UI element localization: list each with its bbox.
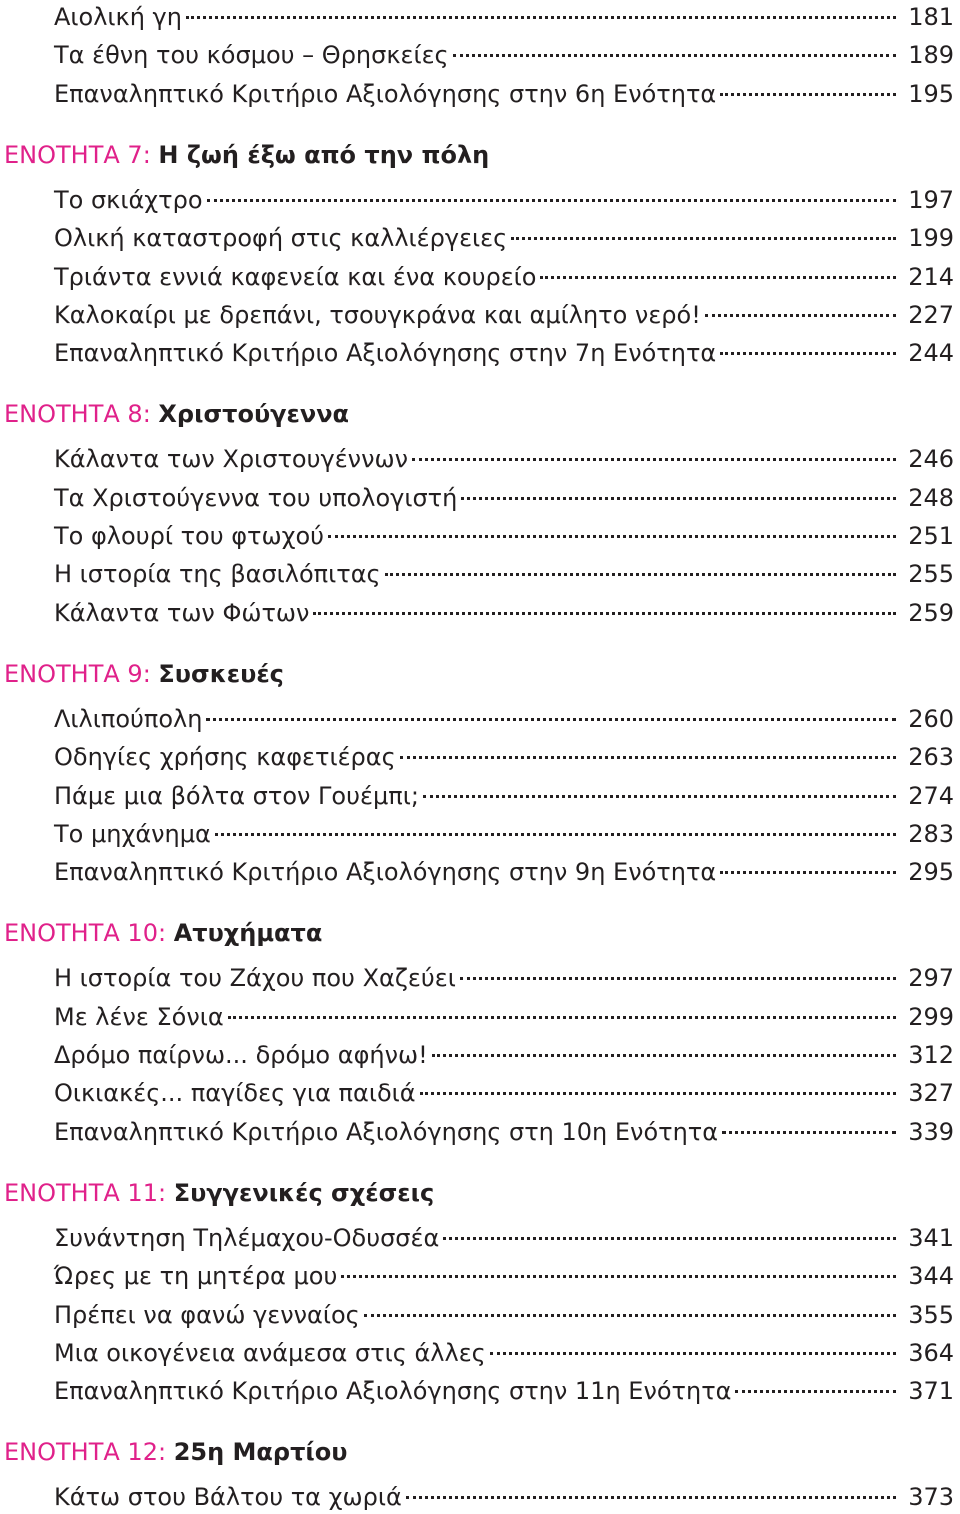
dot-leader — [460, 977, 896, 980]
section-label: ΕΝΟΤΗΤΑ 12: — [4, 1438, 174, 1467]
section-name: Η ζωή έξω από την πόλη — [158, 140, 490, 169]
dot-leader — [206, 718, 896, 721]
entry-page-number: 246 — [908, 445, 954, 474]
dot-leader — [364, 1314, 896, 1317]
entry-page-number: 274 — [908, 781, 954, 810]
entry-title: Επαναληπτικό Κριτήριο Αξιολόγησης στην 9η Ενότητα — [54, 858, 717, 887]
entry-page-number: 181 — [908, 3, 954, 31]
entry-page-number: 341 — [908, 1223, 954, 1252]
toc-entry — [54, 1115, 954, 1149]
dot-leader — [406, 1496, 896, 1499]
entry-page-number: 263 — [908, 743, 954, 772]
entry-title: Τα έθνη του κόσμου – Θρησκείες — [54, 41, 449, 70]
toc-entry — [54, 1298, 954, 1332]
entry-title: Συνάντηση Τηλέμαχου-Οδυσσέα — [54, 1223, 440, 1252]
dot-leader — [423, 795, 896, 798]
toc-entry — [54, 519, 954, 553]
entry-title: Καλοκαίρι με δρεπάνι, τσουγκράνα και αμίλητο νερό! — [54, 300, 701, 329]
dot-leader — [228, 1016, 897, 1019]
entry-title: Τα Χριστούγεννα του υπολογιστή — [54, 483, 458, 512]
toc-entry — [54, 1000, 954, 1034]
entry-title: Πρέπει να φανώ γενναίος — [54, 1300, 360, 1329]
entry-title: Η ιστορία της βασιλόπιτας — [54, 560, 381, 589]
dot-leader — [313, 612, 896, 615]
toc-entry — [54, 1221, 954, 1255]
entry-page-number: 251 — [908, 522, 954, 550]
section-label: ΕΝΟΤΗΤΑ 11: — [4, 1178, 174, 1207]
entry-page-number: 248 — [908, 483, 954, 512]
dot-leader — [385, 573, 897, 576]
entry-page-number: 339 — [908, 1117, 954, 1146]
toc-entry — [54, 596, 954, 630]
toc-entry — [54, 1038, 954, 1072]
entry-page-number: 283 — [908, 819, 954, 848]
entry-page-number: 199 — [908, 224, 954, 253]
entry-title: Κάλαντα των Φώτων — [54, 598, 310, 627]
toc-entry — [54, 702, 954, 736]
toc-entry — [54, 961, 954, 995]
toc-entry — [54, 1076, 954, 1110]
entry-title: Η ιστορία του Ζάχου που Χαζεύει — [54, 964, 456, 993]
entry-page-number: 260 — [908, 704, 954, 733]
entry-page-number: 371 — [908, 1377, 954, 1406]
entry-title: Πάμε μια βόλτα στον Γουέμπι; — [54, 781, 419, 810]
dot-leader — [705, 314, 896, 317]
entry-page-number: 327 — [908, 1079, 954, 1108]
entry-title: Κάλαντα των Χριστουγέννων — [54, 445, 408, 474]
entry-page-number: 197 — [908, 185, 954, 214]
toc-entry — [54, 183, 954, 217]
toc-entry — [54, 855, 954, 889]
dot-leader — [215, 833, 896, 836]
entry-page-number: 312 — [908, 1041, 954, 1069]
entry-title: Μια οικογένεια ανάμεσα στις άλλες — [54, 1338, 486, 1367]
entry-page-number: 195 — [908, 79, 954, 108]
entry-title: Τριάντα εννιά καφενεία και ένα κουρείο — [54, 262, 537, 291]
dot-leader — [207, 199, 897, 202]
entry-page-number: 259 — [908, 598, 954, 627]
dot-leader — [720, 93, 896, 96]
entry-page-number: 227 — [908, 300, 954, 329]
dot-leader — [328, 535, 896, 538]
entry-page-number: 255 — [908, 560, 954, 589]
toc-entry — [54, 779, 954, 813]
entry-page-number: 299 — [908, 1002, 954, 1031]
entry-page-number: 189 — [908, 41, 954, 70]
entry-title: Δρόμο παίρνω... δρόμο αφήνω! — [54, 1041, 428, 1069]
entry-title: Ολική καταστροφή στις καλλιέργειες — [54, 224, 508, 253]
toc-entry — [54, 221, 954, 255]
toc-entry — [54, 481, 954, 515]
toc-entry — [54, 38, 954, 72]
section-heading — [4, 1175, 434, 1211]
section-heading — [4, 137, 489, 173]
entry-title: Επαναληπτικό Κριτήριο Αξιολόγησης στην 7η Ενότητα — [54, 339, 717, 368]
section-name: Συσκευές — [158, 659, 284, 688]
toc-entry — [54, 557, 954, 591]
entry-title: Οδηγίες χρήσης καφετιέρας — [54, 743, 396, 772]
dot-leader — [461, 497, 896, 500]
entry-title: Επαναληπτικό Κριτήριο Αξιολόγησης στη 10η Ενότητα — [54, 1117, 719, 1146]
toc-entry — [54, 817, 954, 851]
section-label: ΕΝΟΤΗΤΑ 8: — [4, 400, 159, 429]
dot-leader — [341, 1275, 896, 1278]
entry-page-number: 297 — [908, 964, 954, 993]
dot-leader — [432, 1054, 896, 1057]
entry-title: Το σκιάχτρο — [54, 185, 203, 214]
entry-page-number: 373 — [908, 1483, 954, 1512]
section-heading — [4, 1434, 347, 1470]
entry-title: Οικιακές... παγίδες για παιδιά — [54, 1079, 416, 1108]
toc-entry — [54, 442, 954, 476]
dot-leader — [540, 276, 896, 279]
dot-leader — [722, 1131, 896, 1134]
toc-entry — [54, 1480, 954, 1514]
toc-entry — [54, 77, 954, 111]
entry-title: Ώρες με τη μητέρα μου — [54, 1262, 338, 1291]
section-label: ΕΝΟΤΗΤΑ 10: — [4, 919, 174, 948]
dot-leader — [443, 1237, 896, 1240]
dot-leader — [720, 352, 896, 355]
toc-entry — [54, 336, 954, 370]
entry-title: Το μηχάνημα — [54, 819, 211, 848]
entry-page-number: 364 — [908, 1338, 954, 1367]
section-heading — [4, 656, 284, 692]
toc-entry — [54, 740, 954, 774]
dot-leader — [511, 237, 896, 240]
entry-title: Επαναληπτικό Κριτήριο Αξιολόγησης στην 6η Ενότητα — [54, 79, 717, 108]
dot-leader — [400, 756, 896, 759]
toc-entry — [54, 1374, 954, 1408]
dot-leader — [453, 54, 897, 57]
entry-page-number: 344 — [908, 1262, 954, 1291]
toc-entry — [54, 1259, 954, 1293]
toc-entry — [54, 0, 954, 34]
section-heading — [4, 915, 322, 951]
section-name: Χριστούγεννα — [158, 400, 350, 429]
section-label: ΕΝΟΤΗΤΑ 9: — [4, 659, 159, 688]
dot-leader — [412, 458, 896, 461]
entry-page-number: 244 — [908, 339, 954, 368]
entry-title: Λιλιπούπολη — [54, 704, 203, 733]
section-name: Ατυχήματα — [173, 919, 323, 948]
dot-leader — [720, 871, 896, 874]
entry-title: Με λένε Σόνια — [54, 1002, 224, 1031]
entry-title: Αιολική γη — [54, 3, 182, 31]
dot-leader — [490, 1352, 896, 1355]
entry-page-number: 214 — [908, 262, 954, 291]
section-heading — [4, 396, 349, 432]
entry-title: Επαναληπτικό Κριτήριο Αξιολόγησης στην 11η Ενότητα — [54, 1377, 732, 1406]
toc-entry — [54, 298, 954, 332]
entry-page-number: 295 — [908, 858, 954, 887]
toc-entry — [54, 1336, 954, 1370]
entry-title: Κάτω στου Βάλτου τα χωριά — [54, 1483, 402, 1512]
dot-leader — [186, 16, 896, 19]
entry-title: Το φλουρί του φτωχού — [54, 522, 325, 550]
entry-page-number: 355 — [908, 1300, 954, 1329]
section-name: 25η Μαρτίου — [173, 1438, 348, 1467]
dot-leader — [420, 1092, 897, 1095]
dot-leader — [735, 1390, 896, 1393]
section-name: Συγγενικές σχέσεις — [173, 1178, 435, 1207]
section-label: ΕΝΟΤΗΤΑ 7: — [4, 140, 159, 169]
toc-entry — [54, 260, 954, 294]
